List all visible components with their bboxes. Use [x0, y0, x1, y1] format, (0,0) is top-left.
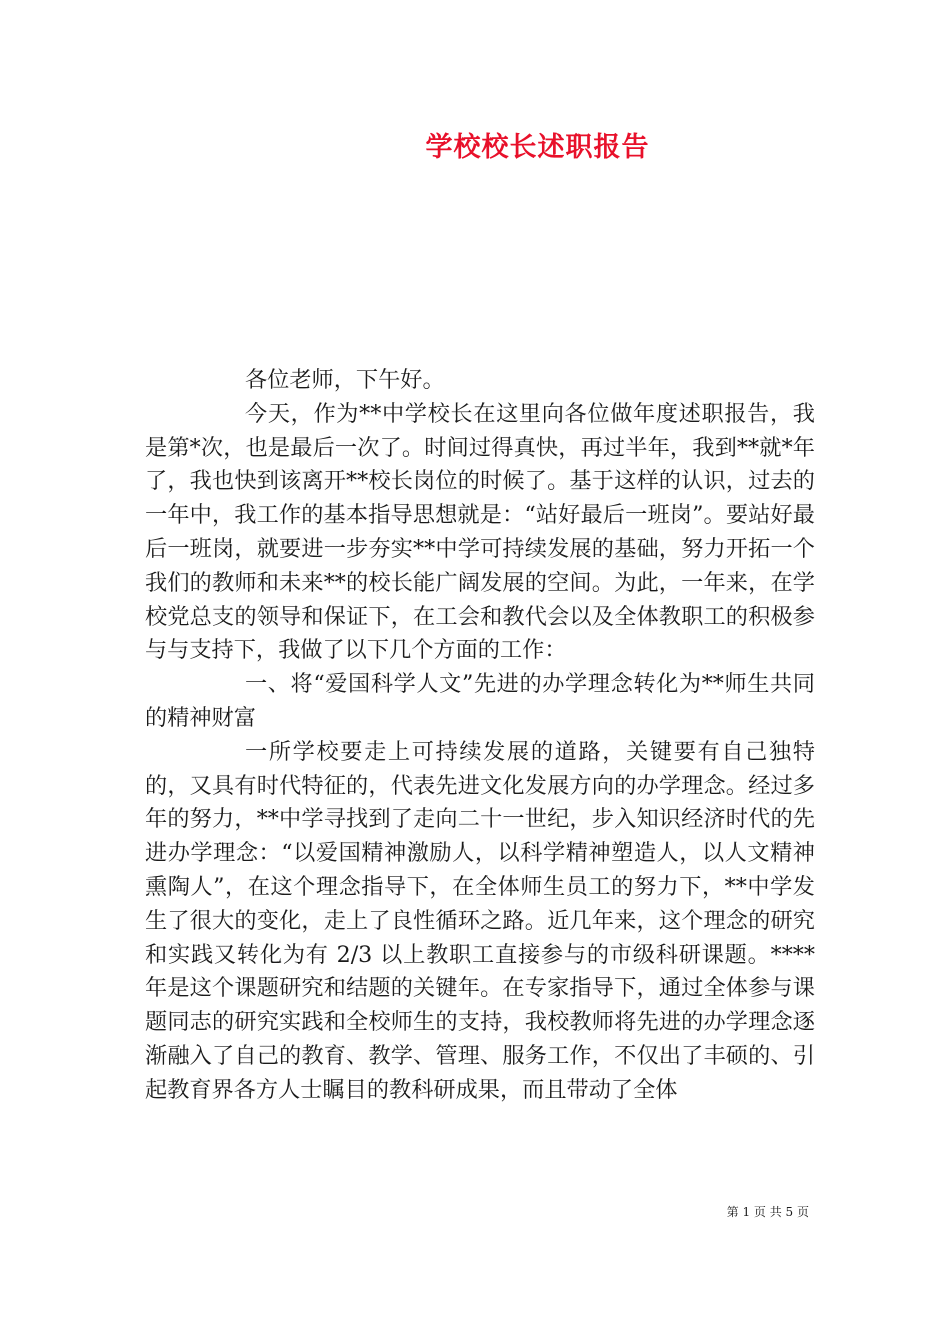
document-title: 学校校长述职报告: [425, 132, 650, 163]
section-1-paragraph: 一所学校要走上可持续发展的道路，关键要有自己独特的，又具有时代特征的，代表先进文化发展方向的办学理念。经过多年的努力，**中学寻找到了走向二十一世纪，步入知识经济时代的先进办学理念：“以爱国精神激励人，以科学精神塑造人，以人文精神熏陶人”，在这个理念指导下，在全体师生员工的努力下，**中学发生了很大的变化，走上了良性循环之路。近几年来，这个理念的研究和实践又转化为有 2/3 以上教职工直接参与的市级科研课题。****年是这个课题研究和结题的关键年。在专家指导下，通过全体参与课题同志的研究实践和全校师生的支持，我校教师将先进的办学理念逐渐融入了自己的教育、教学、管理、服务工作，不仅出了丰硕的、引起教育界各方人士瞩目的教科研成果，而且带动了全体: [145, 738, 815, 1103]
intro-paragraph: 今天，作为**中学校长在这里向各位做年度述职报告，我是第*次，也是最后一次了。时间过得真快，再过半年，我到**就*年了，我也快到该离开**校长岗位的时候了。基于这样的认识，过去的一年中，我工作的基本指导思想就是：“站好最后一班岗”。要站好最后一班岗，就要进一步夯实**中学可持续发展的基础，努力开拓一个我们的教师和未来**的校长能广阔发展的空间。为此，一年来，在学校党总支的领导和保证下，在工会和教代会以及全体教职工的积极参与与支持下，我做了以下几个方面的工作：: [145, 400, 815, 664]
section-heading-1: 一、将“爱国科学人文”先进的办学理念转化为**师生共同的精神财富: [145, 671, 815, 731]
greeting-paragraph: 各位老师，下午好。: [245, 367, 445, 393]
page-number-footer: 第 1 页 共 5 页: [726, 1205, 809, 1219]
document-body: [145, 364, 815, 1108]
